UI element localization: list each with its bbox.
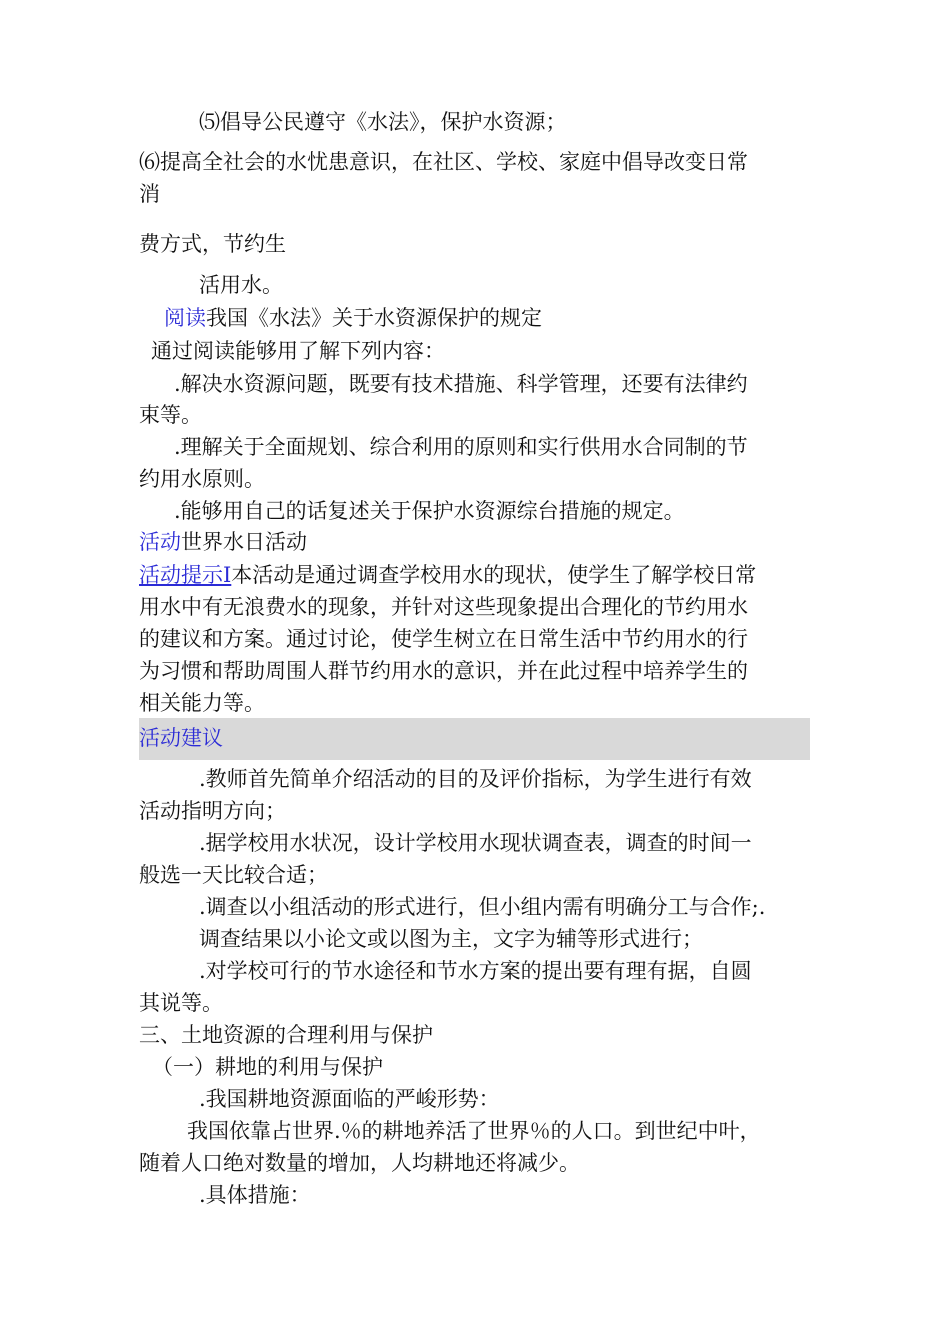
text-line: .解决水资源问题，既要有技术措施、科学管理，还要有法律约 [174, 372, 748, 396]
activity-suggestion-heading: 活动建议 [139, 726, 223, 750]
text-line: .调查以小组活动的形式进行，但小组内需有明确分工与合作;. [199, 895, 766, 919]
reading-label: 阅读 [164, 306, 206, 330]
text-line: .对学校可行的节水途径和节水方案的提出要有理有据，自圆 [199, 959, 752, 983]
text-line: 费方式，节约生 [139, 232, 286, 256]
text-line: 般选一天比较合适； [139, 863, 328, 887]
reading-title: 我国《水法》关于水资源保护的规定 [206, 306, 542, 330]
text-line: .具体措施： [199, 1183, 311, 1207]
activity-heading [139, 528, 307, 556]
text-line: 约用水原则。 [139, 467, 265, 491]
text-line: 其说等。 [139, 991, 223, 1015]
activity-tip-link[interactable]: 活动提示I [139, 563, 232, 587]
activity-tip-text: 本活动是通过调查学校用水的现状，使学生了解学校日常 [231, 563, 757, 587]
text-line: 调查结果以小论文或以图为主，文字为辅等形式进行； [199, 927, 703, 951]
text-line: 的建议和方案。通过讨论，使学生树立在日常生活中节约用水的行 [139, 627, 748, 651]
text-line: 活动指明方向； [139, 799, 286, 823]
text-line: ⑸倡导公民遵守《水法》，保护水资源； [199, 110, 567, 134]
activity-label: 活动 [139, 530, 181, 554]
text-line: 用水中有无浪费水的现象，并针对这些现象提出合理化的节约用水 [139, 595, 748, 619]
text-line: 为习惯和帮助周围人群节约用水的意识，并在此过程中培养学生的 [139, 659, 748, 683]
subsection-heading: （一）耕地的利用与保护 [152, 1055, 383, 1079]
text-line: .据学校用水状况，设计学校用水现状调查表，调查的时间一 [199, 831, 752, 855]
text-line: .教师首先简单介绍活动的目的及评价指标，为学生进行有效 [199, 767, 752, 791]
activity-tip-line [139, 561, 756, 589]
text-line: 消 [139, 182, 160, 206]
text-line: 相关能力等。 [139, 691, 265, 715]
text-line: 我国依靠占世界.％的耕地养活了世界％的人口。到世纪中叶， [187, 1119, 761, 1143]
text-line: .我国耕地资源面临的严峻形势： [199, 1087, 500, 1111]
activity-title: 世界水日活动 [181, 530, 307, 554]
text-line: 通过阅读能够用了解下列内容： [151, 339, 445, 363]
text-line: .能够用自己的话复述关于保护水资源综台措施的规定。 [174, 499, 685, 523]
section-heading: 三、土地资源的合理利用与保护 [139, 1023, 433, 1047]
activity-suggestion-band [139, 718, 810, 760]
text-line: 活用水。 [199, 273, 283, 297]
text-line: .理解关于全面规划、综合利用的原则和实行供用水合同制的节 [174, 435, 748, 459]
text-line: ⑹提高全社会的水忧患意识，在社区、学校、家庭中倡导改变日常 [139, 150, 748, 174]
text-line: 束等。 [139, 403, 202, 427]
text-line: 随着人口绝对数量的增加，人均耕地还将减少。 [139, 1151, 580, 1175]
reading-heading [164, 304, 542, 332]
